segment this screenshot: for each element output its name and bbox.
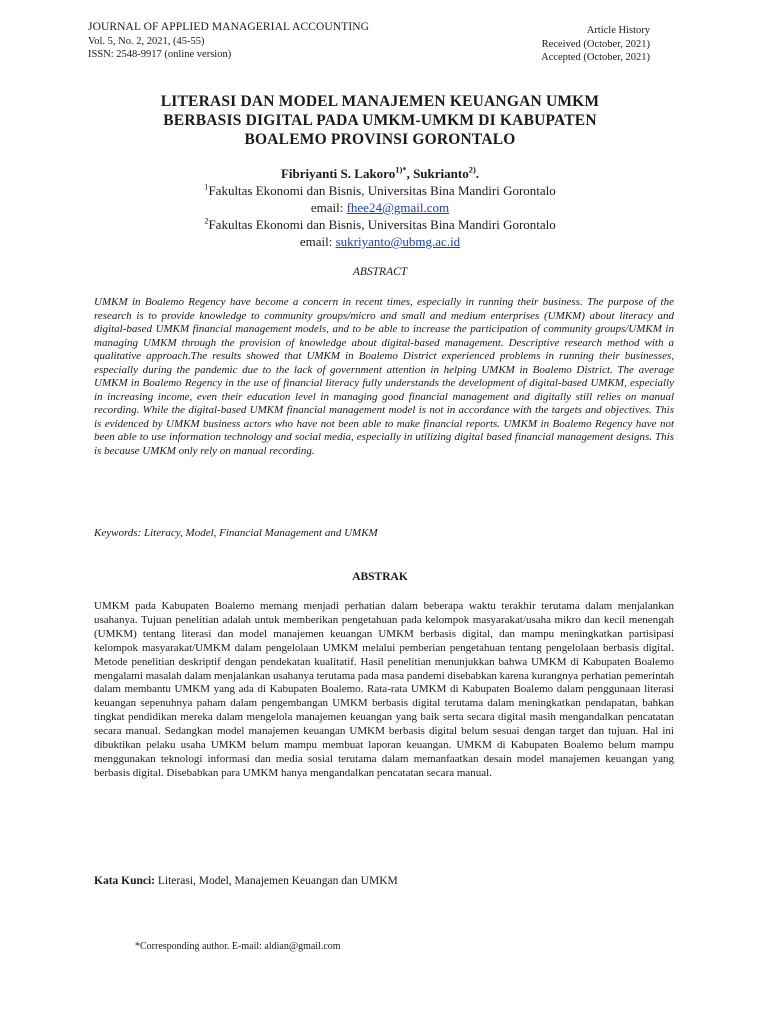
affiliation-1-text: Fakultas Ekonomi dan Bisnis, Universitas Bina Mandiri Gorontalo [208, 183, 556, 198]
accepted-date: Accepted (October, 2021) [541, 52, 650, 63]
kata-kunci-text: Literasi, Model, Manajemen Keuangan dan UMKM [155, 875, 398, 887]
email-2-line [88, 233, 672, 250]
abstract-heading: ABSTRACT [352, 266, 408, 278]
affiliation-2-text: Fakultas Ekonomi dan Bisnis, Universitas Bina Mandiri Gorontalo [208, 217, 556, 232]
email-1-label: email: [310, 200, 347, 215]
email-1-line [88, 199, 672, 216]
email-2-link[interactable]: sukriyanto@ubmg.ac.id [335, 234, 461, 249]
abstract-text: UMKM in Boalemo Regency have become a concern in recent times, especially in running their business. The purpose of the research is to provide knowledge to community groups/micro and small and medium enterprises (UMKM) about literacy and digital-based UMKM financial management models, and to be able to increase the participation of community groups/UMKM in managing UMKM through the provision of knowledge about digital-based management. Descriptive research method with a qualitative approach.The results showed that UMKM in Boalemo District experienced problems in running their businesses, especially during the pandemic due to the lack of government attention in helping UMKM in Boalemo District. The average UMKM in Boalemo Regency in the use of financial literacy fully understands the development of digital-based UMKM, especially in increasing income, even their education level in managing good financial management and digitally still relies on manual recording. While the digital-based UMKM financial management model is not in accordance with the targets and objectives. This is evidenced by UMKM business actors who have not been able to make financial reports. UMKM in Boalemo Regency have not been able to use information technology and social media, especially in utilizing digital based financial management designs. This is because UMKM only rely on manual recording. [94, 296, 674, 457]
affiliation-2 [88, 216, 672, 233]
abstrak-text: UMKM pada Kabupaten Boalemo memang menjadi perhatian dalam beberapa waktu terakhir terutama dalam menjalankan usahanya. Tujuan penelitian adalah untuk memberikan pengetahuan pada kelompok masyarakat/usaha mikro dan kecil menengah (UMKM) tentang literasi dan model manajemen keuangan UMKM berbasis digital, dan mampu meningkatkan partisipasi kelompok masyarakat/UMKM dalam pengelolaan UMKM melalui pemberian pengetahuan tentang pengelolaan berbasis digital. Metode penelitian deskriptif dengan pendekatan kualitatif. Hasil penelitian menunjukkan bahwa UMKM di Kabupaten Boalemo mengalami masalah dalam menjalankan usahanya terutama pada masa pandemi disebabkan karena kurangnya perhatian pemerintah dalam membantu UMKM yang ada di Kabupaten Boalemo. Rata-rata UMKM di Kabupaten Boalemo dalam penggunaan literasi keuangan sepenuhnya paham dalam pengembangan UMKM berbasis digital terutama dalam meningkatkan pendapatan, bahkan tingkat pendidikan mereka dalam mengelola manajemen keuangan yang baik serta secara digital masih mengandalkan pencatatan secara manual. Sedangkan model manajemen keuangan UMKM berbasis digital belum sesuai dengan target dan tujuan. Hal ini dibuktikan pelaku usaha UMKM belum mampu membuat laporan keuangan. UMKM di Kabupaten Boalemo belum mampu menggunakan teknologi informasi dan media sosial terutama dalam memanfaatkan desain model manajemen keuangan yang berbasis digital. Disebabkan para UMKM hanya mengandalkan pencatatan secara manual. [94, 600, 675, 779]
paper-title [88, 92, 672, 149]
received-date: Received (October, 2021) [541, 38, 650, 50]
keywords-indonesian [94, 875, 674, 887]
author-end: . [475, 166, 480, 181]
affiliation-1-sup: 1 [204, 181, 209, 192]
affiliation-1 [88, 182, 672, 199]
author-1: Fibriyanti S. Lakoro [280, 166, 396, 181]
journal-header [88, 21, 369, 62]
kata-kunci-label: Kata Kunci: [94, 875, 156, 887]
abstrak-heading: ABSTRAK [352, 571, 408, 583]
author-2: Sukrianto [413, 166, 469, 181]
author-names [88, 165, 672, 182]
corresponding-author-footnote: *Corresponding author. E-mail: aldian@gmail.com [135, 941, 341, 952]
journal-name: JOURNAL OF APPLIED MANAGERIAL ACCOUNTING [88, 21, 370, 33]
article-history [541, 24, 650, 65]
author-2-sup: 2) [468, 164, 476, 175]
journal-issn: ISSN: 2548-9917 (online version) [88, 49, 232, 60]
affiliation-2-sup: 2 [204, 215, 209, 226]
email-2-label: email: [299, 234, 336, 249]
title-line-1: LITERASI DAN MODEL MANAJEMEN KEUANGAN UMKM [160, 93, 600, 110]
author-1-sup: 1)* [395, 164, 407, 175]
keywords-english: Keywords: Literacy, Model, Financial Management and UMKM [94, 527, 378, 539]
title-line-3: BOALEMO PROVINSI GORONTALO [244, 131, 516, 148]
article-history-title: Article History [586, 25, 650, 36]
title-line-2: BERBASIS DIGITAL PADA UMKM-UMKM DI KABUPATEN [163, 112, 597, 129]
journal-volume: Vol. 5, No. 2, 2021, (45-55) [88, 35, 205, 47]
author-block [88, 165, 672, 250]
email-1-link[interactable]: fhee24@gmail.com [346, 200, 450, 215]
author-separator: , [406, 166, 414, 181]
